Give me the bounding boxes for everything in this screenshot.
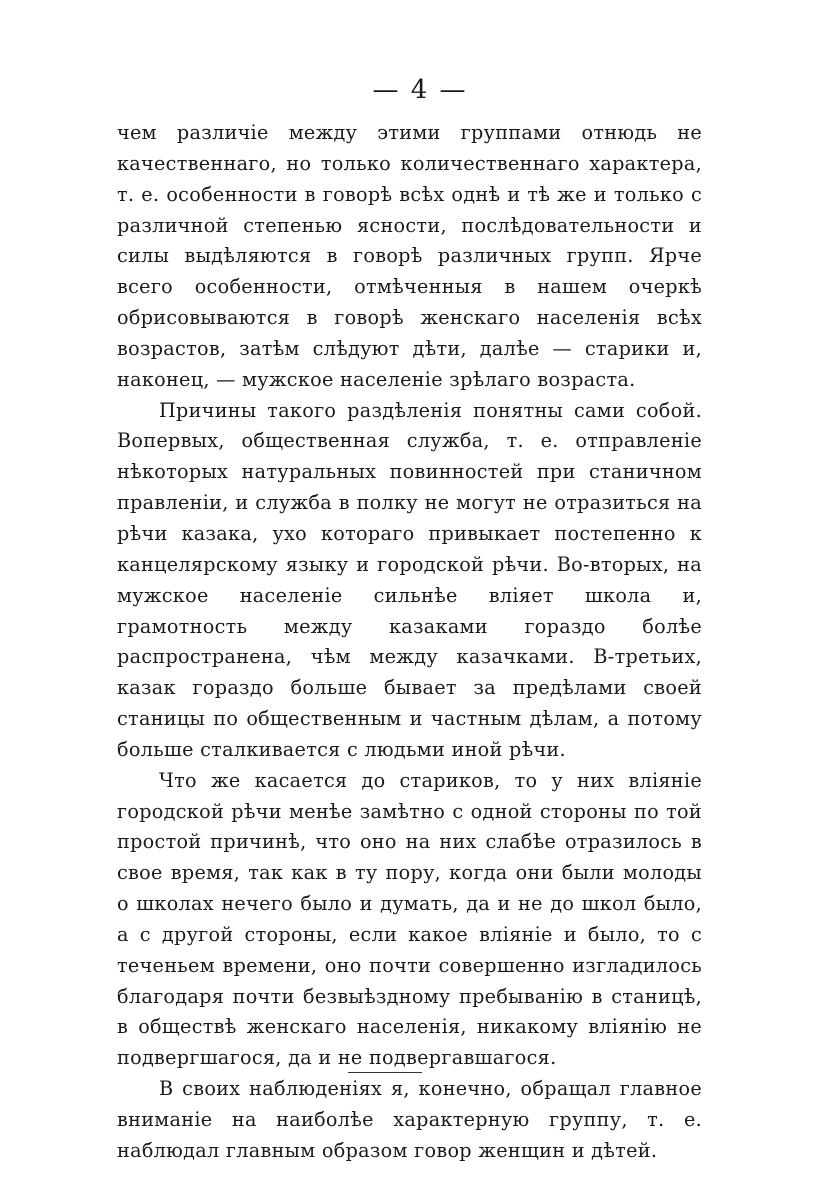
end-divider bbox=[348, 1072, 422, 1073]
page-number: — 4 — bbox=[372, 75, 468, 105]
paragraph-reasons: Причины такого раздѣленія понятны сами собой. Вопервых, общественная служба, т. е. отправленіе нѣкоторых натуральных повинностей при станичном правленіи, и служба в полку не могут не отразиться на рѣчи казака, ухо котораго привыкает постепенно к канцелярскому языку и городской рѣчи. Во-вторых, на мужское населеніе сильнѣе вліяет школа и, грамотность между казаками гораздо болѣе распространена, чѣм между казачками. В-третьих, казак гораздо больше бывает за предѣлами своей станицы по общественным и частным дѣлам, а потому больше сталкивается с людьми иной рѣчи. bbox=[117, 398, 702, 761]
paragraph-elders: Что же касается до стариков, то у них вліяніе городской рѣчи менѣе замѣтно с одной стороны по той простой причинѣ, что оно на них слабѣе отразилось в свое время, так как в ту пору, когда они были молоды о школах нечего было и думать, да и не до школ было, а с другой стороны, если какое вліяніе и было, то с теченьем времени, оно почти совершенно изгладилось благодаря почти безвыѣздному пребыванію в станицѣ, в обществѣ женскаго населенія, никакому вліянію не подвергшагося, да и не подвергавшагося. bbox=[117, 768, 702, 1070]
paragraph-continued: чем различіе между этими группами отнюдь не качественнаго, но только количественнаго характера, т. е. особенности в говорѣ всѣх однѣ и тѣ же и только с различной степенью ясности, послѣдовательности и силы выдѣляются в говорѣ различных групп. Ярче всего особенности, отмѣченныя в нашем очеркѣ обрисовываются в говорѣ женскаго населенія всѣх возрастов, затѣм слѣдуют дѣти, далѣе — старики и, наконец, — мужское населеніе зрѣлаго возраста. bbox=[117, 121, 702, 391]
paragraph-observations: В своих наблюденіях я, конечно, обращал главное вниманіе на наиболѣе характерную группу, т. е. наблюдал главным образом говор женщин и дѣтей. bbox=[117, 1077, 702, 1162]
body-text bbox=[117, 118, 702, 1167]
